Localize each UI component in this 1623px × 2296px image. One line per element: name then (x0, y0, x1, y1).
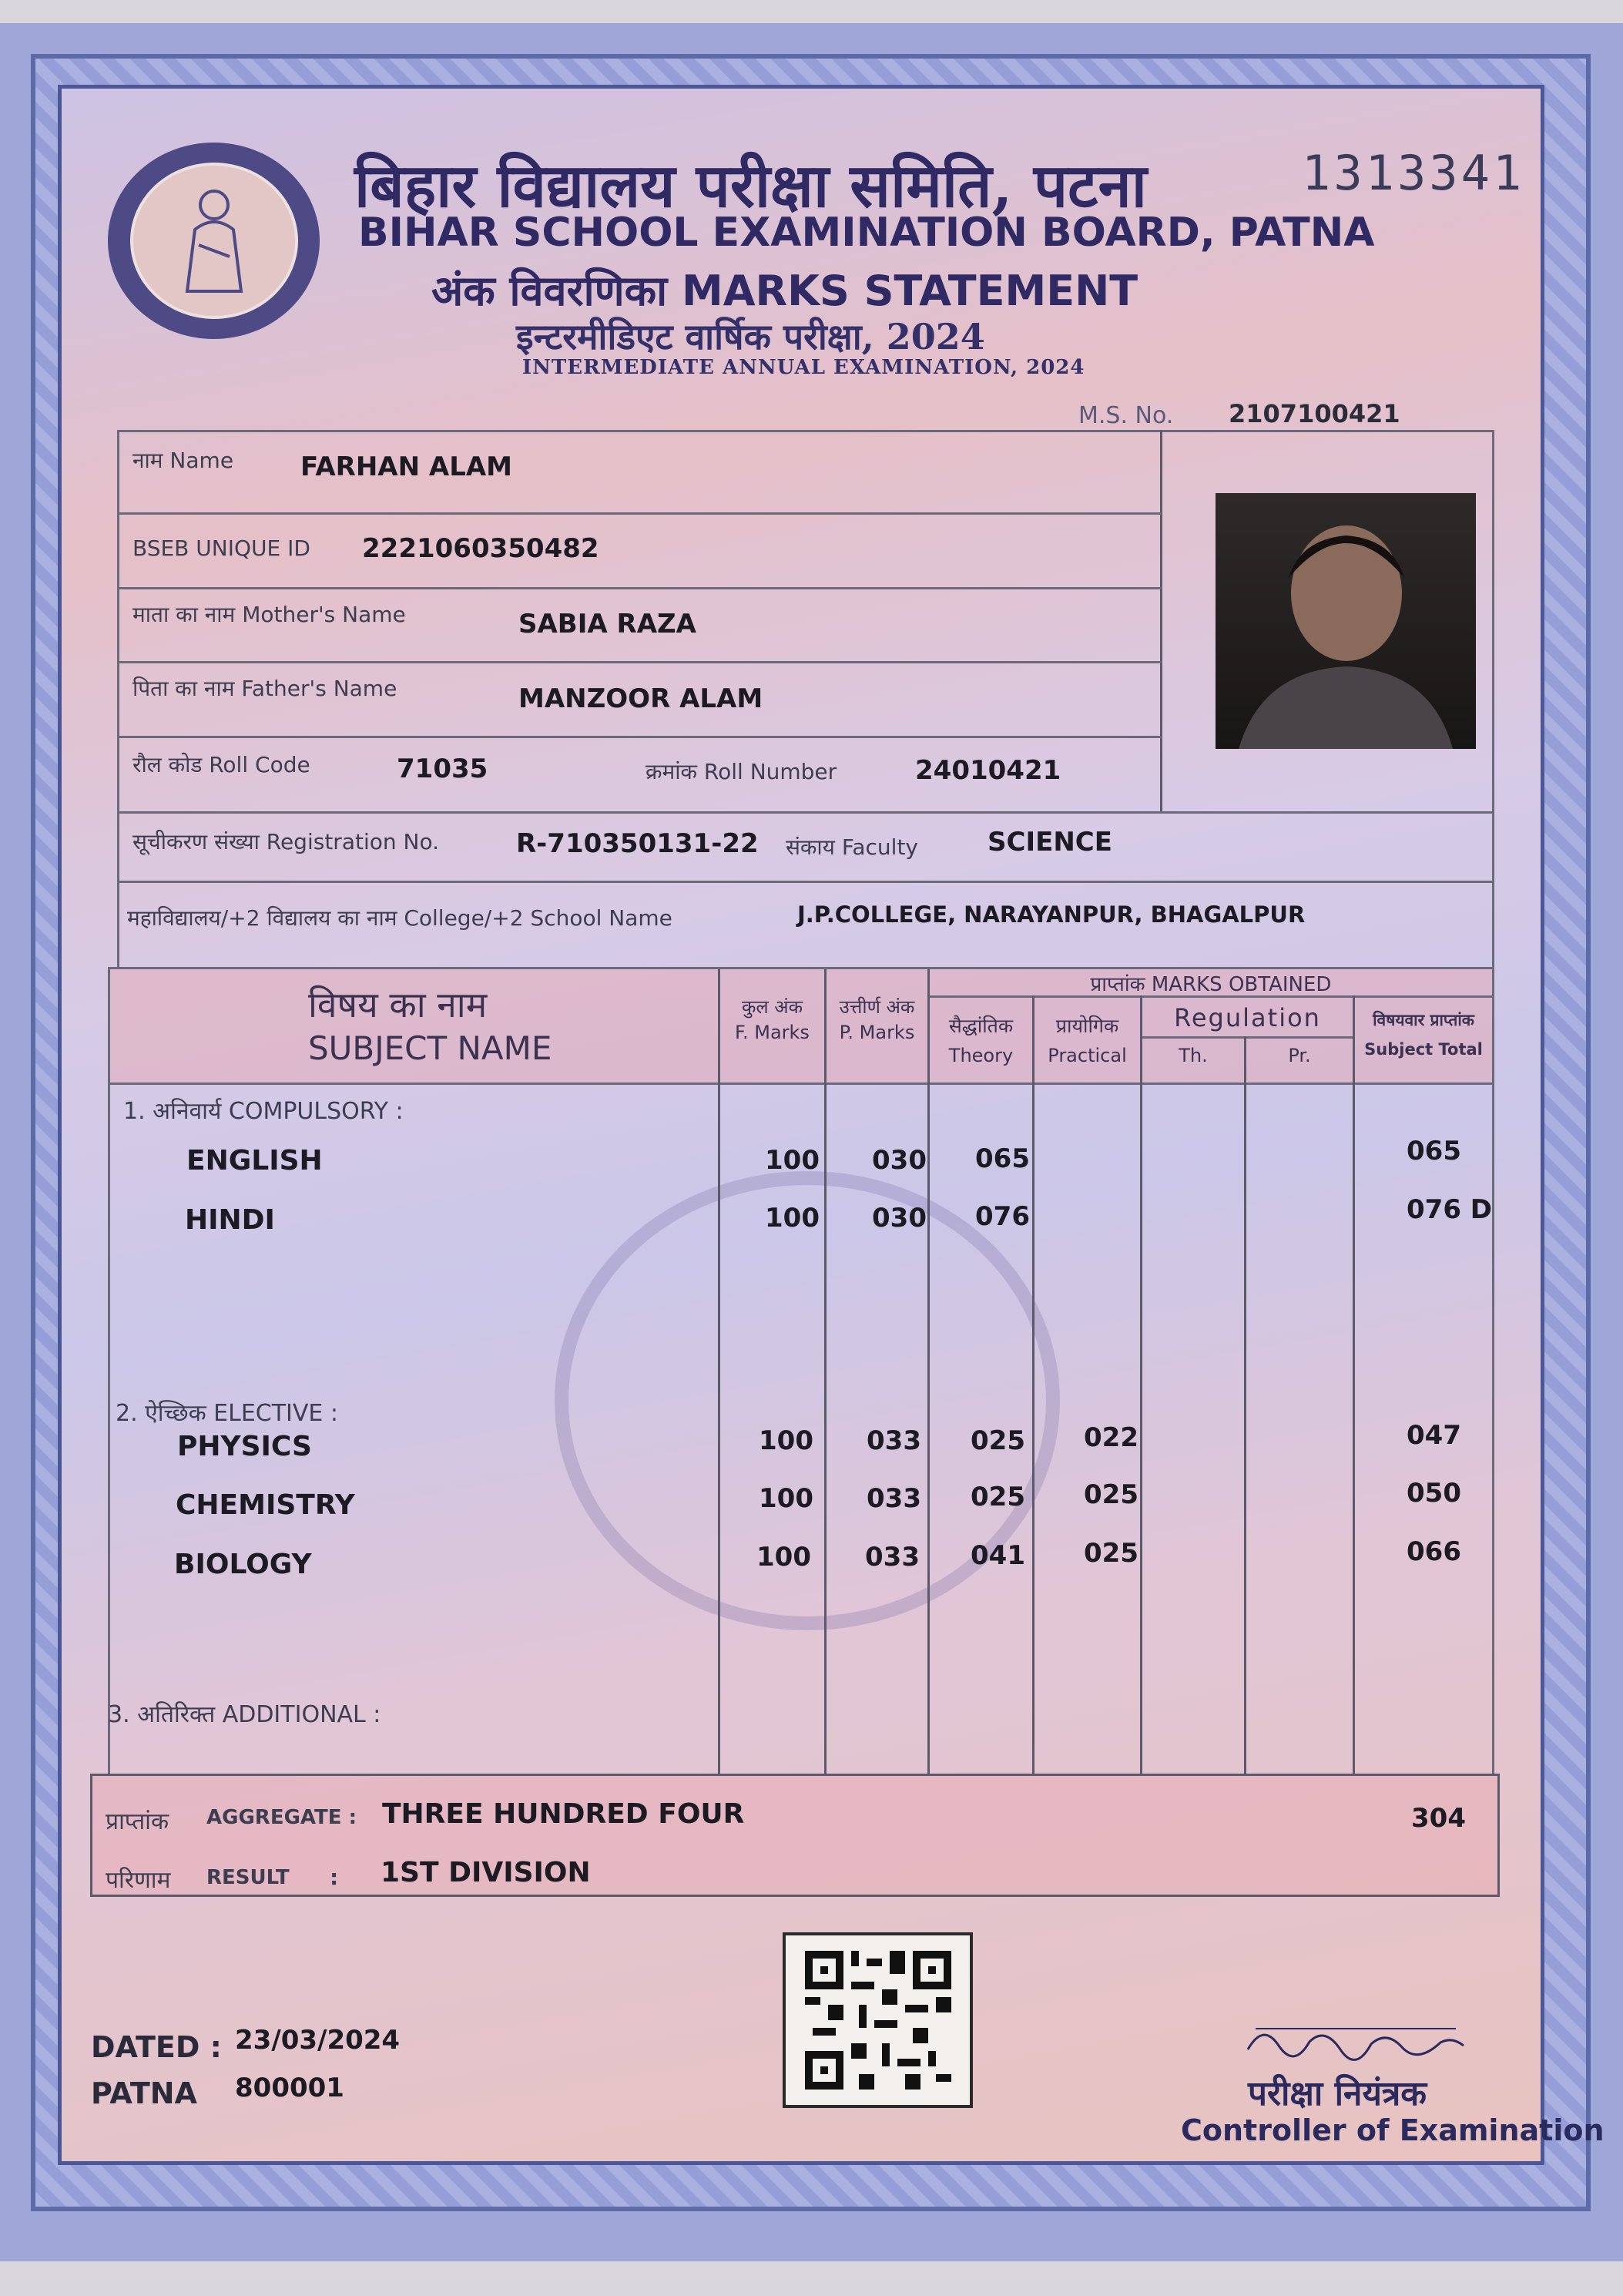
board-name-english: BIHAR SCHOOL EXAMINATION BOARD, PATNA (358, 210, 1375, 256)
qr-code-icon (783, 1932, 973, 2108)
aggregate-label: AGGREGATE : (206, 1806, 357, 1829)
roll-code: 71035 (397, 754, 488, 784)
statement-title-english: MARKS STATEMENT (681, 267, 1138, 315)
regulation-practical-header: Pr. (1288, 1045, 1311, 1066)
full-marks-header-hindi: कुल अंक (741, 996, 803, 1018)
student-name: FARHAN ALAM (300, 451, 513, 482)
practical-marks: 025 (1084, 1479, 1138, 1510)
subject-total: 076 D (1407, 1194, 1493, 1225)
subject-total: 066 (1407, 1536, 1461, 1567)
pass-marks-header-hindi: उत्तीर्ण अंक (839, 996, 915, 1018)
pass-marks: 033 (865, 1542, 920, 1573)
mother-name: SABIA RAZA (518, 609, 696, 639)
statement-title-hindi: अंक विवरणिका (431, 266, 668, 315)
theory-marks: 065 (975, 1143, 1030, 1174)
aggregate-band (90, 1774, 1500, 1897)
mother-name-label: माता का नाम Mother's Name (132, 602, 406, 627)
pass-marks: 033 (867, 1483, 921, 1514)
subject-total: 047 (1407, 1420, 1461, 1451)
subject-name: CHEMISTRY (176, 1489, 355, 1521)
name-label: नाम Name (132, 448, 234, 473)
controller-signature-icon (1240, 2015, 1471, 2069)
subject-total-header: Subject Total (1364, 1040, 1483, 1059)
college-name: J.P.COLLEGE, NARAYANPUR, BHAGALPUR (797, 901, 1306, 928)
marks-obtained-header: प्राप्तांक MARKS OBTAINED (1090, 973, 1332, 996)
result-colon: : (330, 1865, 339, 1890)
full-marks: 100 (759, 1425, 813, 1456)
practical-marks: 022 (1084, 1422, 1138, 1453)
result-label-hindi: परिणाम (106, 1867, 171, 1894)
place: PATNA (91, 2076, 197, 2110)
regulation-theory-header: Th. (1179, 1045, 1208, 1066)
subject-total-header-hindi: विषयवार प्राप्तांक (1373, 1011, 1474, 1029)
subject-name: HINDI (185, 1204, 275, 1236)
college-label: महाविद्यालय/+2 विद्यालय का नाम College/+2 School Name (127, 905, 672, 931)
pass-marks-header: P. Marks (839, 1022, 915, 1043)
marks-table (108, 967, 1494, 1776)
subject-name: BIOLOGY (174, 1549, 312, 1580)
aggregate-label-hindi: प्राप्तांक (106, 1808, 169, 1835)
uid-label: BSEB UNIQUE ID (132, 535, 310, 561)
faculty: SCIENCE (988, 827, 1112, 858)
aggregate-in-words: THREE HUNDRED FOUR (382, 1798, 745, 1830)
full-marks-header: F. Marks (735, 1022, 810, 1043)
theory-header: Theory (948, 1045, 1014, 1066)
subject-header-english: SUBJECT NAME (308, 1029, 552, 1067)
controller-title-hindi: परीक्षा नियंत्रक (1248, 2074, 1427, 2113)
result-division: 1ST DIVISION (381, 1857, 591, 1888)
ms-number: 2107100421 (1229, 399, 1400, 428)
full-marks: 100 (765, 1145, 820, 1176)
regulation-header: Regulation (1174, 1003, 1321, 1032)
faculty-label: संकाय Faculty (786, 834, 918, 860)
subject-total: 050 (1407, 1478, 1461, 1509)
practical-header: Practical (1048, 1045, 1127, 1066)
result-label: RESULT (206, 1866, 290, 1889)
roll-number: 24010421 (915, 755, 1061, 786)
theory-marks: 041 (971, 1540, 1025, 1571)
full-marks: 100 (759, 1483, 813, 1514)
theory-marks: 025 (971, 1425, 1025, 1456)
pass-marks: 033 (867, 1425, 921, 1456)
pass-marks: 030 (872, 1145, 927, 1176)
exam-name-english: INTERMEDIATE ANNUAL EXAMINATION, 2024 (522, 356, 1085, 379)
board-name-hindi: बिहार विद्यालय परीक्षा समिति, पटना (354, 151, 1147, 221)
issue-date: 23/03/2024 (235, 2025, 401, 2056)
subject-name: PHYSICS (177, 1431, 312, 1462)
statement-title (431, 260, 1138, 317)
subject-header-hindi: विषय का नाम (308, 984, 488, 1025)
student-photo (1216, 493, 1476, 749)
roll-code-label: रौल कोड Roll Code (132, 752, 310, 777)
pin-code: 800001 (235, 2073, 344, 2103)
subject-total: 065 (1407, 1136, 1461, 1166)
pass-marks: 030 (872, 1203, 927, 1234)
subject-name: ENGLISH (186, 1145, 323, 1177)
registration-label: सूचीकरण संख्या Registration No. (132, 829, 439, 854)
exam-name-hindi: इन्टरमीडिएट वार्षिक परीक्षा, 2024 (516, 316, 985, 357)
roll-number-label: क्रमांक Roll Number (646, 759, 837, 784)
additional-section-label: 3. अतिरिक्त ADDITIONAL : (108, 1701, 381, 1728)
father-name: MANZOOR ALAM (518, 683, 763, 714)
full-marks: 100 (765, 1203, 820, 1234)
elective-section-label: 2. ऐच्छिक ELECTIVE : (116, 1400, 339, 1427)
controller-title-english: Controller of Examination (1181, 2113, 1605, 2147)
unique-id: 2221060350482 (362, 533, 599, 564)
board-emblem-icon (108, 143, 320, 339)
aggregate-total: 304 (1411, 1803, 1466, 1834)
compulsory-section-label: 1. अनिवार्य COMPULSORY : (123, 1098, 404, 1125)
serial-number: 1313341 (1302, 145, 1525, 201)
theory-marks: 025 (971, 1482, 1025, 1512)
dated-label: DATED : (91, 2030, 222, 2064)
theory-header-hindi: सैद्धांतिक (948, 1015, 1014, 1037)
registration-number: R-710350131-22 (516, 828, 759, 859)
theory-marks: 076 (975, 1201, 1030, 1232)
ms-number-label: M.S. No. (1078, 402, 1174, 429)
practical-header-hindi: प्रायोगिक (1055, 1015, 1119, 1037)
practical-marks: 025 (1084, 1538, 1138, 1569)
full-marks: 100 (756, 1542, 811, 1573)
father-name-label: पिता का नाम Father's Name (132, 676, 397, 701)
